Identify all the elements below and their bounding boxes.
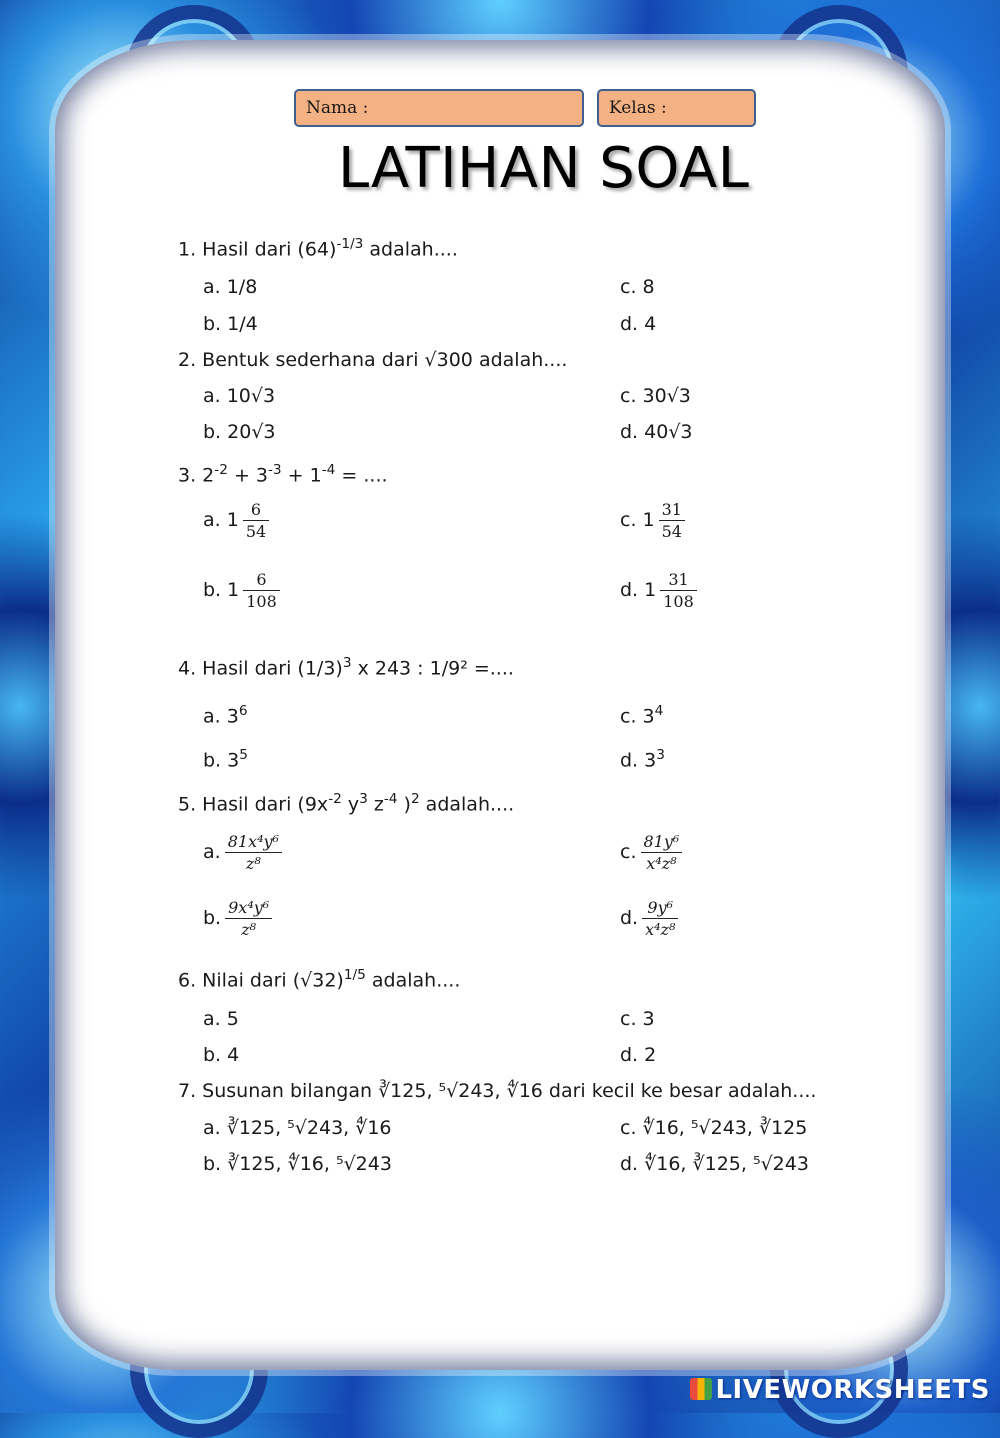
- q5-option-c[interactable]: c. $\frac{\text{81y⁶}}{\text{x⁴z⁸}}$: [620, 832, 682, 873]
- question-6: 6. Nilai dari $(√32)^{1/5}$ adalah....: [178, 967, 461, 992]
- q5-option-a[interactable]: a. $\frac{\text{81x⁴y⁶}}{\text{z⁸}}$: [203, 832, 282, 873]
- liveworksheets-logo: LIVEWORKSHEETS: [690, 1375, 990, 1405]
- q2-option-d[interactable]: d. 40√3: [620, 421, 693, 443]
- q4-option-a[interactable]: a. $3^6$: [203, 703, 248, 728]
- q6-option-c[interactable]: c. 3: [620, 1008, 655, 1030]
- q1-option-c[interactable]: c. 8: [620, 276, 655, 298]
- q3-option-c[interactable]: c. 1 $\frac{31}{54}$: [620, 500, 685, 541]
- question-5: 5. Hasil dari ($9x^{-2}$ $y^3$ $z^{-4}$ )$^2$ adalah....: [178, 791, 515, 816]
- page-title: LATIHAN SOAL: [338, 136, 750, 201]
- q5-option-d[interactable]: d. $\frac{\text{9y⁶}}{\text{x⁴z⁸}}$: [620, 898, 678, 939]
- q1-option-d[interactable]: d. 4: [620, 313, 657, 335]
- q2-option-c[interactable]: c. 30√3: [620, 385, 691, 407]
- class-field[interactable]: [597, 89, 756, 127]
- q7-option-a[interactable]: a. ∛125, ⁵√243, ∜16: [203, 1117, 392, 1139]
- question-4: 4. Hasil dari $(1/3)^3$ x 243 : 1/9² =....: [178, 655, 514, 680]
- q3-option-d[interactable]: d. 1 $\frac{31}{108}$: [620, 570, 697, 611]
- question-3: 3. $2^{-2} + 3^{-3} + 1^{-4}$ = ....: [178, 462, 388, 487]
- q6-option-b[interactable]: b. 4: [203, 1044, 240, 1066]
- liveworksheets-icon: [690, 1378, 712, 1400]
- q3-option-b[interactable]: b. 1 $\frac{6}{108}$: [203, 570, 280, 611]
- question-2: 2. Bentuk sederhana dari √300 adalah....: [178, 349, 568, 371]
- q4-option-c[interactable]: c. $3^4$: [620, 703, 664, 728]
- question-1: 1. Hasil dari $(64)^{-1/3}$ adalah....: [178, 236, 458, 261]
- q7-option-b[interactable]: b. ∛125, ∜16, ⁵√243: [203, 1153, 392, 1175]
- name-field[interactable]: [294, 89, 584, 127]
- q4-option-b[interactable]: b. $3^5$: [203, 747, 248, 772]
- q2-option-b[interactable]: b. 20√3: [203, 421, 276, 443]
- q3-option-a[interactable]: a. 1 $\frac{6}{54}$: [203, 500, 269, 541]
- class-label: Kelas :: [609, 98, 667, 118]
- q7-option-c[interactable]: c. ∜16, ⁵√243, ∛125: [620, 1117, 808, 1139]
- q4-option-d[interactable]: d. $3^3$: [620, 747, 665, 772]
- q6-option-a[interactable]: a. 5: [203, 1008, 239, 1030]
- question-7: 7. Susunan bilangan ∛125, ⁵√243, ∜16 dari kecil ke besar adalah....: [178, 1080, 817, 1102]
- q1-option-b[interactable]: b. 1/4: [203, 313, 258, 335]
- q5-option-b[interactable]: b. $\frac{\text{9x⁴y⁶}}{\text{z⁸}}$: [203, 898, 272, 939]
- q1-option-a[interactable]: a. 1/8: [203, 276, 258, 298]
- q7-option-d[interactable]: d. ∜16, ∛125, ⁵√243: [620, 1153, 809, 1175]
- q6-option-d[interactable]: d. 2: [620, 1044, 657, 1066]
- name-label: Nama :: [306, 98, 369, 118]
- q2-option-a[interactable]: a. 10√3: [203, 385, 276, 407]
